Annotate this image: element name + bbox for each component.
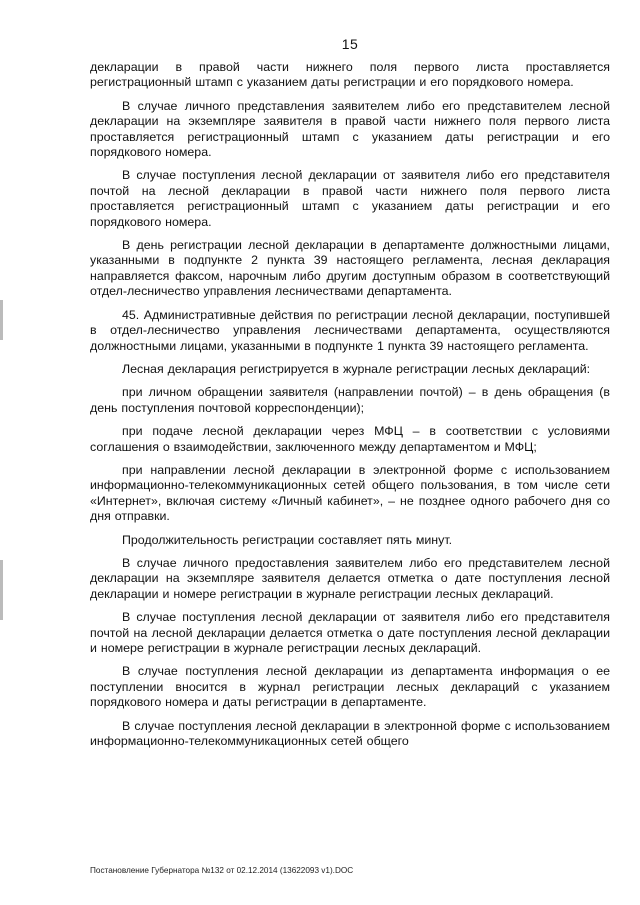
page-number: 15 [341, 36, 359, 52]
paragraph: декларации в правой части нижнего поля первого листа проставляется регистрационный штамп с указанием даты регистрации и его порядкового номера. [90, 60, 610, 90]
paragraph: В случае поступления лесной декларации от заявителя либо его представителя почтой на лесной декларации в правой части нижнего поля первого листа проставляется регистрационный штамп с указанием даты регистрации и его порядкового номера. [90, 168, 610, 229]
paragraph: Лесная декларация регистрируется в журнале регистрации лесных деклараций: [122, 361, 591, 376]
paragraph: В случае поступления лесной декларации от заявителя либо его представителя почтой на лесной декларации делается отметка о дате поступления лесной декларации и номере регистрации в журнале регистрации лесных деклараций. [90, 610, 610, 655]
paragraph: В день регистрации лесной декларации в департаменте должностными лицами, указанными в подпункте 2 пункта 39 настоящего регламента, лесная декларация направляется факсом, нарочным либо другим доступным образом в соответствующий отдел-лесничество управления лесничествами департамента. [90, 238, 610, 299]
paragraph: В случае личного представления заявителем либо его представителем лесной декларации на экземпляре заявителя в правой части нижнего поля первого листа проставляется регистрационный штамп с указанием даты регистрации и его порядкового номера. [90, 98, 610, 160]
paragraph: при подаче лесной декларации через МФЦ – в соответствии с условиями соглашения о взаимодействии, заключенного между департаментом и МФЦ; [90, 424, 610, 454]
document-footer: Постановление Губернатора №132 от 02.12.2014 (13622093 v1).DOC [90, 866, 354, 875]
paragraph: Продолжительность регистрации составляет пять минут. [122, 532, 453, 547]
paragraph: В случае поступления лесной декларации в электронной форме с использованием информационно-телекоммуникационных сетей общего [90, 718, 610, 749]
paragraph: В случае личного предоставления заявителем либо его представителем лесной декларации на экземпляре заявителя делается отметка о дате поступления лесной декларации и номере регистрации в журнале регистрации лесных деклараций. [90, 555, 610, 601]
paragraph: 45. Административные действия по регистрации лесной декларации, поступившей в отдел-лесничество управления лесничествами департамента, осуществляются должностными лицами, указанными в подпункте 1 пункта 39 настоящего регламента. [90, 307, 610, 353]
document-body [90, 60, 610, 757]
paragraph: при личном обращении заявителя (направлении почтой) – в день обращения (в день поступления почтовой корреспонденции); [90, 385, 610, 415]
scan-edge-mark [0, 300, 3, 340]
scan-edge-mark [0, 560, 3, 620]
paragraph: В случае поступления лесной декларации из департамента информация о ее поступлении вносится в журнал регистрации лесных деклараций с указанием порядкового номера и даты регистрации в департаменте. [90, 664, 610, 710]
paragraph: при направлении лесной декларации в электронной форме с использованием информационно-телекоммуникационных сетей общего пользования, в том числе сети «Интернет», включая систему «Личный кабинет», – не позднее одного рабочего дня со дня отправки. [90, 462, 610, 524]
